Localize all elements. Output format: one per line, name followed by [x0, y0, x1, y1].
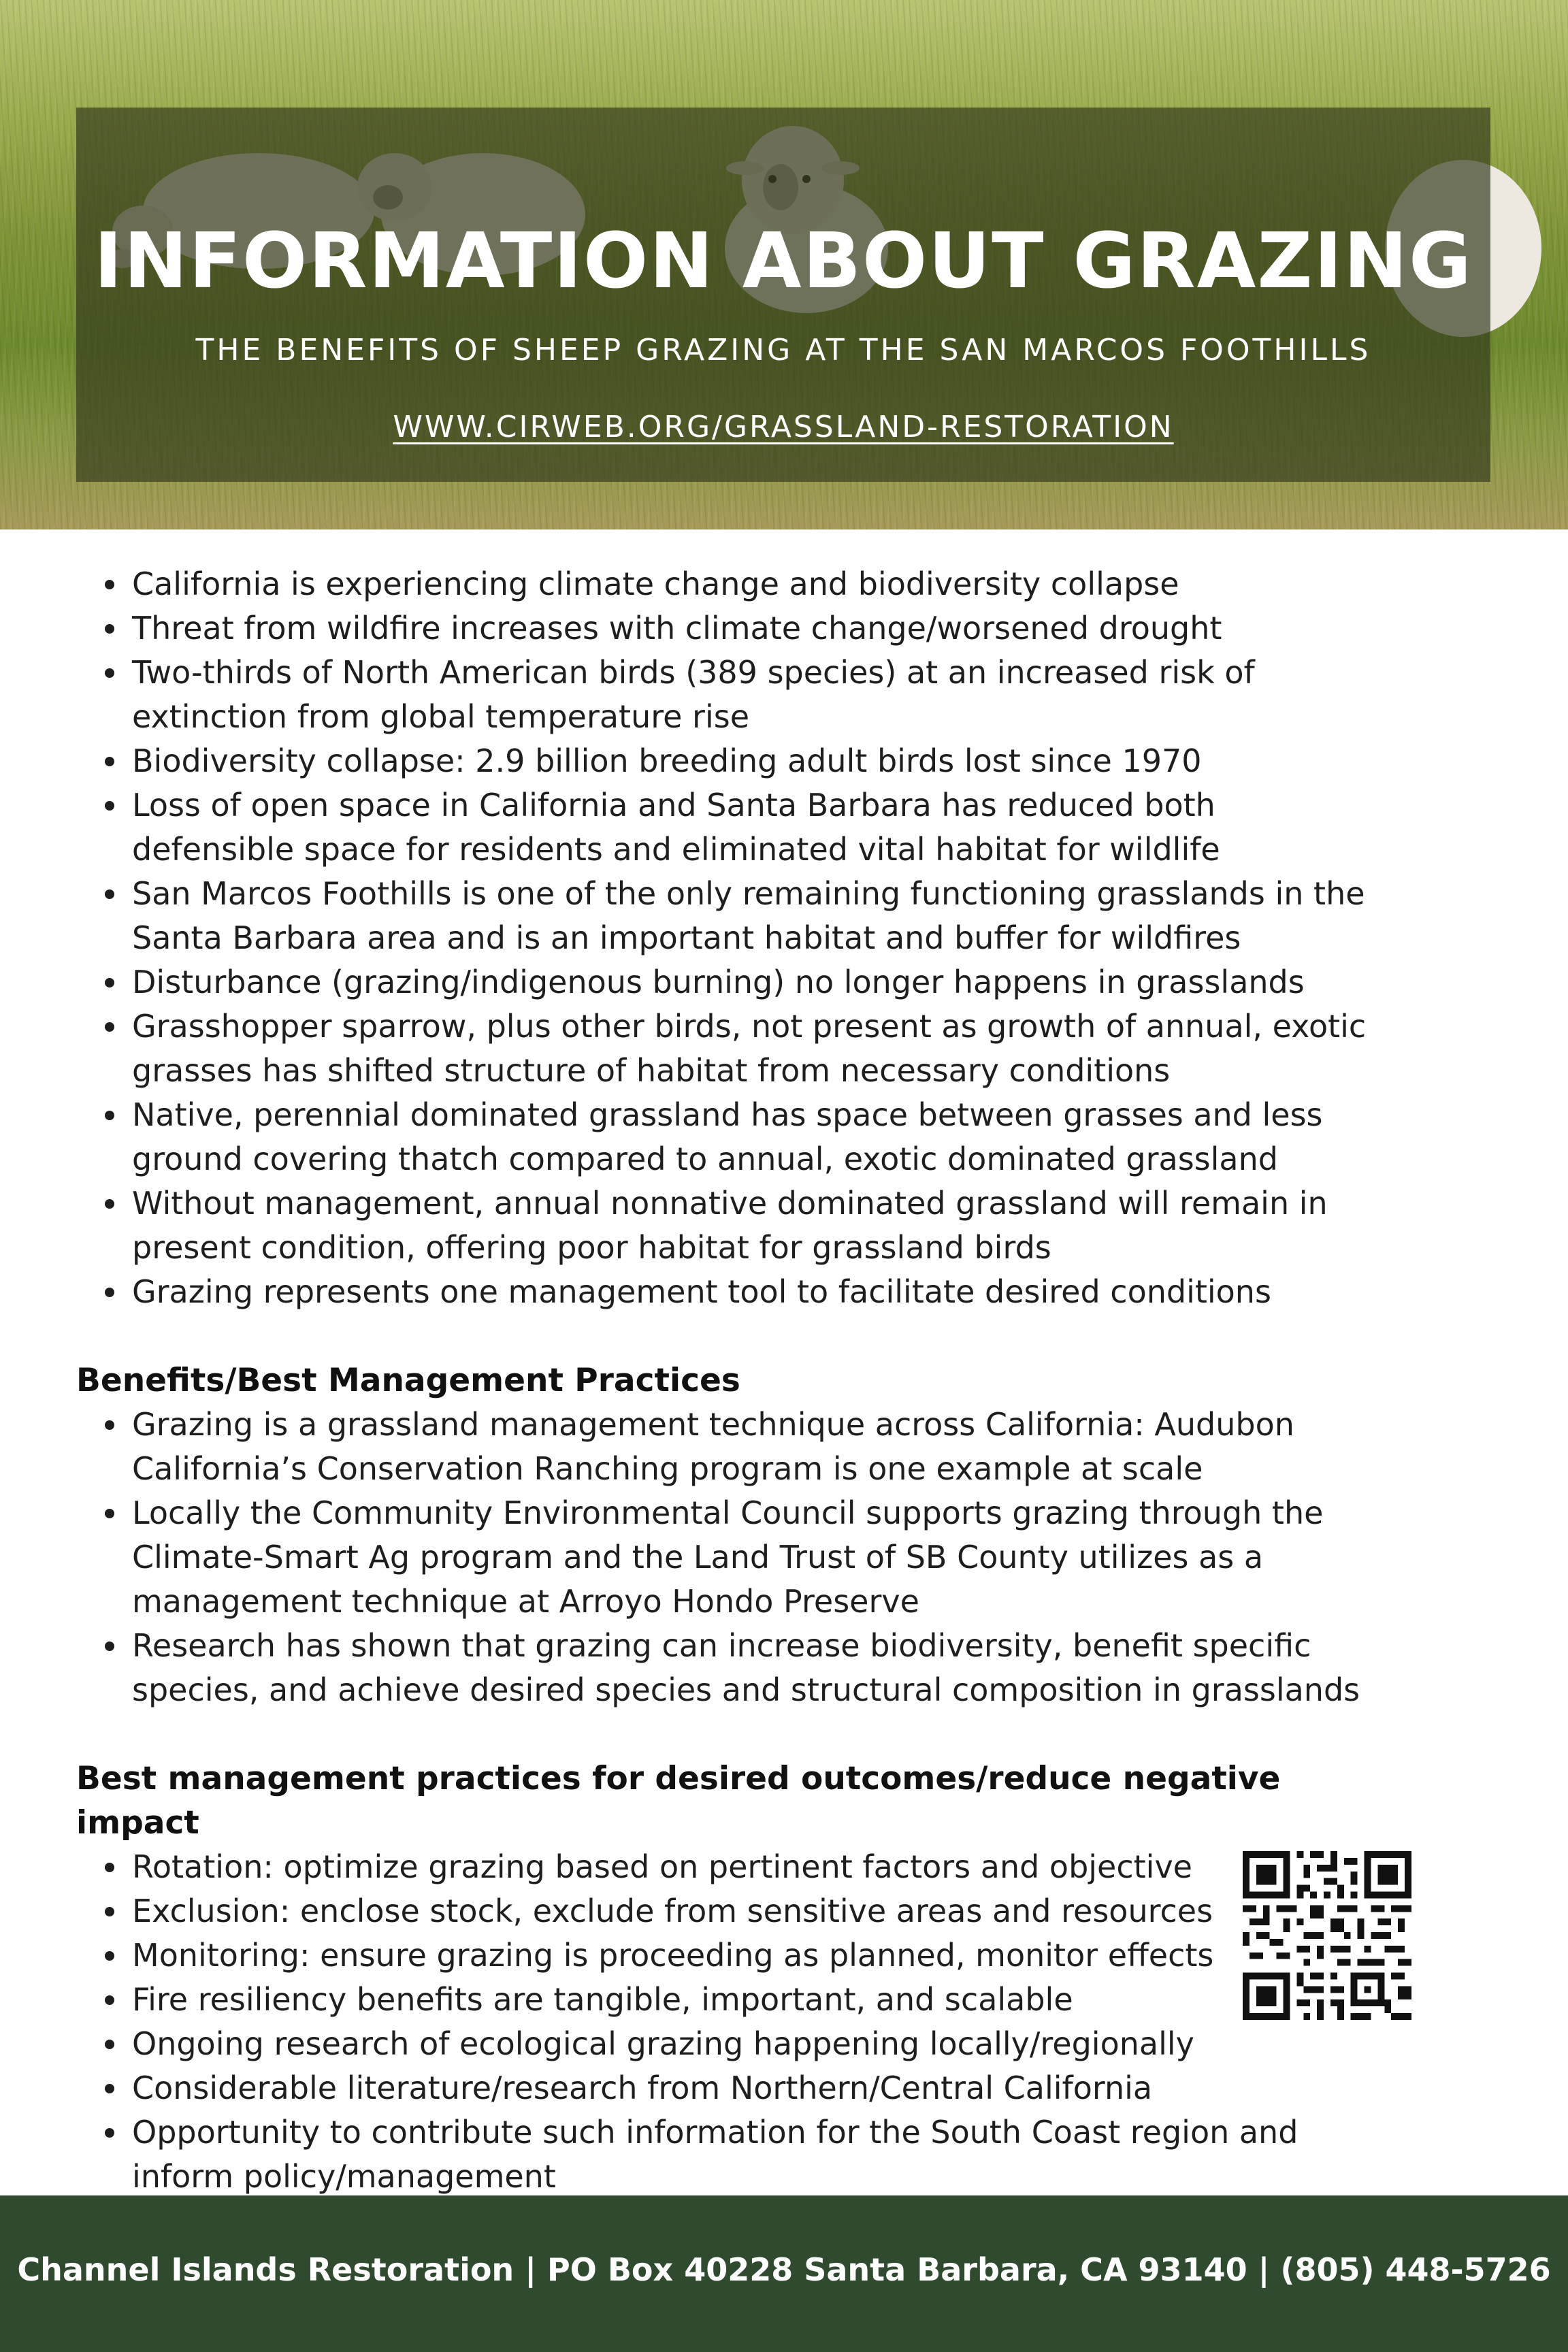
- list-item: Considerable literature/research from Northern/Central California: [76, 2066, 1369, 2110]
- list-item: California is experiencing climate change and biodiversity collapse: [76, 562, 1369, 606]
- content-body: [76, 562, 1369, 2199]
- list-item: Ongoing research of ecological grazing happening locally/regionally: [76, 2022, 1369, 2066]
- website-link[interactable]: WWW.CIRWEB.ORG/GRASSLAND-RESTORATION: [393, 410, 1174, 444]
- list-item: Loss of open space in California and Santa Barbara has reduced both defensible space for residents and eliminated vital habitat for wildlife: [76, 783, 1369, 872]
- list-item: Monitoring: ensure grazing is proceeding as planned, monitor effects: [76, 1933, 1369, 1978]
- hero-banner: [0, 0, 1568, 529]
- list-item: Opportunity to contribute such information for the South Coast region and inform policy/management: [76, 2110, 1369, 2199]
- list-item: Biodiversity collapse: 2.9 billion breeding adult birds lost since 1970: [76, 739, 1369, 783]
- list-item: Fire resiliency benefits are tangible, important, and scalable: [76, 1978, 1369, 2022]
- list-item: Threat from wildfire increases with climate change/worsened drought: [76, 606, 1369, 651]
- list-item: Grazing represents one management tool to facilitate desired conditions: [76, 1270, 1369, 1314]
- title-panel: [76, 108, 1490, 482]
- list-item: Research has shown that grazing can increase biodiversity, benefit specific species, and achieve desired species and structural composition in grasslands: [76, 1624, 1369, 1712]
- page-title: INFORMATION ABOUT GRAZING: [94, 217, 1473, 306]
- list-item: Grazing is a grassland management technique across California: Audubon California’s Conservation Ranching program is one example at scale: [76, 1403, 1369, 1491]
- website-link-row: [76, 412, 1490, 442]
- practices-heading: Best management practices for desired outcomes/reduce negative impact: [76, 1760, 1281, 1842]
- list-item: Grasshopper sparrow, plus other birds, not present as growth of annual, exotic grasses has shifted structure of habitat from necessary conditions: [76, 1004, 1369, 1093]
- qr-code-icon[interactable]: [1243, 1851, 1411, 2020]
- list-item: Two-thirds of North American birds (389 species) at an increased risk of extinction from global temperature rise: [76, 651, 1369, 739]
- practices-bullet-list: [76, 1845, 1369, 2199]
- footer-bar: [0, 2195, 1568, 2352]
- benefits-heading: Benefits/Best Management Practices: [76, 1362, 740, 1399]
- list-item: Rotation: optimize grazing based on pertinent factors and objective: [76, 1845, 1369, 1889]
- list-item: Disturbance (grazing/indigenous burning) no longer happens in grasslands: [76, 960, 1369, 1004]
- page-subtitle: THE BENEFITS OF SHEEP GRAZING AT THE SAN MARCOS FOOTHILLS: [195, 333, 1371, 368]
- intro-bullet-list: [76, 562, 1369, 1314]
- footer-contact-info: Channel Islands Restoration | PO Box 40228 Santa Barbara, CA 93140 | (805) 448-5726: [17, 2251, 1551, 2288]
- list-item: Locally the Community Environmental Council supports grazing through the Climate-Smart Ag program and the Land Trust of SB County utilizes as a management technique at Arroyo Hondo Preserve: [76, 1491, 1369, 1624]
- list-item: Exclusion: enclose stock, exclude from sensitive areas and resources: [76, 1889, 1369, 1933]
- list-item: Without management, annual nonnative dominated grassland will remain in present condition, offering poor habitat for grassland birds: [76, 1181, 1369, 1270]
- benefits-bullet-list: [76, 1403, 1369, 1712]
- list-item: Native, perennial dominated grassland has space between grasses and less ground covering thatch compared to annual, exotic dominated grassland: [76, 1093, 1369, 1181]
- list-item: San Marcos Foothills is one of the only remaining functioning grasslands in the Santa Barbara area and is an important habitat and buffer for wildfires: [76, 872, 1369, 960]
